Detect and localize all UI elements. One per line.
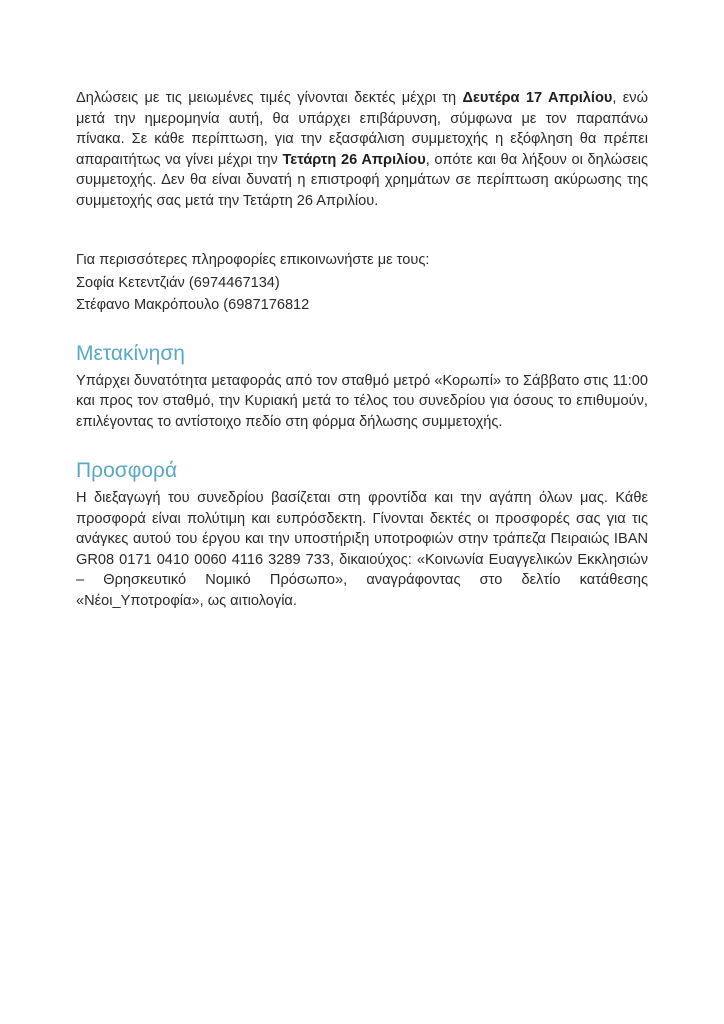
offer-paragraph: Η διεξαγωγή του συνεδρίου βασίζεται στη φροντίδα και την αγάπη όλων μας. Κάθε προσφορά είναι πολύτιμη και ευπρόσδεκτη. Γίνονται δεκτές οι προσφορές σας για τις ανάγκες αυτού του έργου και την υποστήριξη υποτροφιών στην τράπεζα Πειραιώς IBAN GR08 0171 0410 0060 4116 3289 733, δικαιούχος: «Κοινωνία Ευαγγελικών Εκκλησιών – Θρησκευτικό Νομικό Πρόσωπο», αναγράφοντας στο δελτίο κατάθεσης «Νέοι_Υποτροφία», ως αιτιολογία. (76, 490, 648, 609)
offer-heading: Προσφορά (76, 459, 178, 482)
deadline-date-2: Τετάρτη 26 Απριλίου (282, 151, 426, 168)
deadline-text-1: Δηλώσεις με τις μειωμένες τιμές γίνονται δεκτές μέχρι τη (76, 90, 463, 106)
transport-heading: Μετακίνηση (76, 341, 185, 365)
transport-paragraph: Υπάρχει δυνατότητα μεταφοράς από τον σταθμό μετρό «Κορωπί» το Σάββατο στις 11:00 και προς τον σταθμό, την Κυριακή μετά το τέλος του συνεδρίου για όσους το επιθυμούν, επιλέγοντας το αντίστοιχο πεδίο στη φόρμα δήλωσης συμμετοχής. (76, 372, 648, 430)
deadline-text-2: , ενώ μετά την ημερομηνία αυτή, θα υπάρχει επιβάρυνση, σύμφωνα με τον παραπάνω πίνακα. Σε κάθε περίπτωση, για την εξασφάλιση συμμετοχής η εξόφληση θα πρέπει απαραιτήτως να γίνει μέχρι την (76, 90, 648, 168)
contact-intro: Για περισσότερες πληροφορίες επικοινωνήστε με τους: (76, 252, 430, 268)
transport-section (76, 341, 648, 433)
registration-deadline-paragraph (76, 88, 648, 211)
contact-block (76, 249, 648, 317)
contact-person-1: Σοφία Κετεντζιάν (6974467134) (76, 274, 280, 291)
contact-person-2: Στέφανο Μακρόπουλο (6987176812 (76, 297, 310, 313)
deadline-date-1: Δευτέρα 17 Απριλίου (462, 90, 613, 106)
offer-section (76, 458, 648, 611)
deadline-text-3: , οπότε και θα λήξουν οι δηλώσεις συμμετοχής. Δεν θα είναι δυνατή η επιστροφή χρημάτων σε περίπτωση ακύρωσης της συμμετοχής σας μετά την Τετάρτη 26 Απριλίου. (76, 151, 648, 209)
